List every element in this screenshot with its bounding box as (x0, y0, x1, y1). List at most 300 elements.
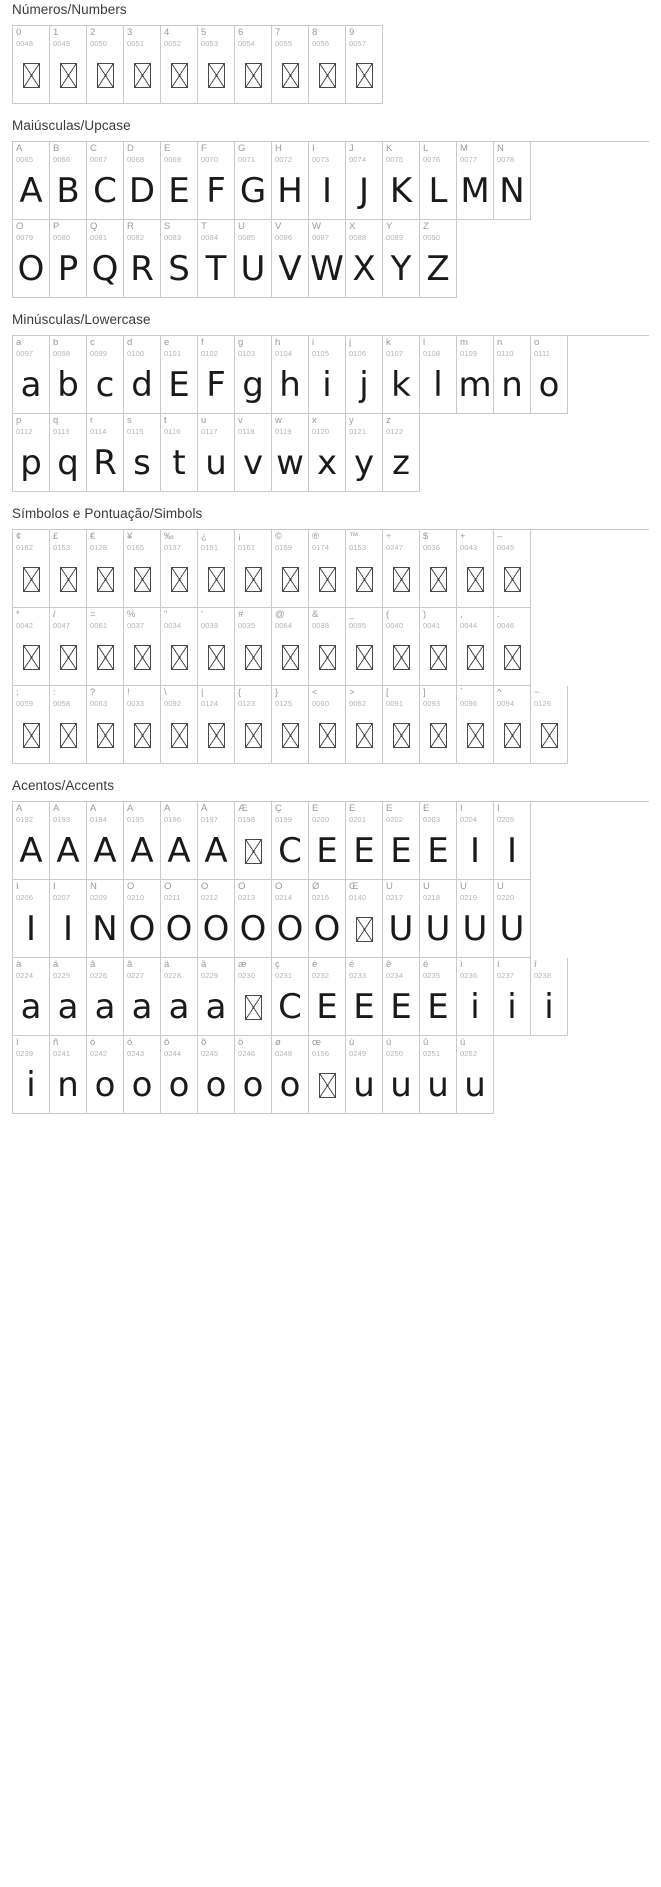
glyph-preview: y (353, 443, 375, 483)
glyph-cell[interactable] (235, 336, 272, 414)
glyph-cell[interactable] (346, 336, 383, 414)
glyph-header (87, 1036, 123, 1061)
glyph-code-label: 0128 (90, 543, 108, 552)
glyph-cell[interactable] (494, 686, 531, 764)
glyph-code-label: 0251 (423, 1049, 441, 1058)
glyph-row (13, 220, 457, 298)
glyph-cell[interactable] (457, 686, 494, 764)
glyph-header (383, 958, 419, 983)
glyph-character-label: x (312, 416, 317, 426)
glyph-cell[interactable] (383, 802, 420, 880)
glyph-cell[interactable] (531, 336, 568, 414)
glyph-cell[interactable] (124, 880, 161, 958)
glyph-header (161, 958, 197, 983)
glyph-cell[interactable] (13, 142, 50, 220)
glyph-character-label: y (349, 416, 354, 426)
glyph-cell[interactable] (198, 802, 235, 880)
missing-glyph-icon (60, 645, 77, 670)
glyph-preview: h (279, 365, 301, 405)
missing-glyph-icon (97, 723, 114, 748)
glyph-character-label: è (312, 960, 318, 970)
glyph-cell[interactable] (87, 220, 124, 298)
glyph-cell[interactable] (198, 958, 235, 1036)
glyph-cell[interactable] (309, 414, 346, 492)
glyph-header (309, 880, 345, 905)
glyph-character-label: ; (16, 688, 19, 698)
glyph-cell[interactable] (124, 530, 161, 608)
glyph-header (309, 220, 345, 245)
missing-glyph-icon (319, 63, 336, 88)
glyph-row (13, 686, 531, 764)
glyph-cell[interactable] (383, 1036, 420, 1114)
glyph-character-label: c (90, 338, 95, 348)
glyph-header (198, 880, 234, 905)
missing-glyph-icon (430, 567, 447, 592)
glyph-code-label: 0197 (201, 815, 219, 824)
glyph-row (13, 26, 383, 104)
glyph-header (346, 220, 382, 245)
glyph-character-label: ® (312, 532, 319, 542)
glyph-character-label: $ (423, 532, 429, 542)
glyph-cell[interactable] (87, 336, 124, 414)
glyph-cell[interactable] (420, 802, 457, 880)
glyph-preview: Y (390, 249, 412, 289)
glyph-code-label: 0079 (16, 233, 34, 242)
glyph-cell[interactable] (420, 686, 457, 764)
glyph-cell[interactable] (161, 220, 198, 298)
glyph-cell[interactable] (346, 220, 383, 298)
glyph-cell[interactable] (420, 220, 457, 298)
glyph-cell[interactable] (309, 686, 346, 764)
glyph-code-label: 0216 (312, 893, 330, 902)
glyph-cell[interactable] (161, 608, 198, 686)
glyph-cell[interactable] (124, 608, 161, 686)
glyph-header (198, 608, 234, 633)
glyph-cell[interactable] (198, 530, 235, 608)
glyph-preview (235, 983, 271, 1035)
glyph-header (457, 608, 493, 633)
glyph-cell[interactable] (124, 220, 161, 298)
glyph-cell[interactable] (457, 530, 494, 608)
glyph-cell[interactable] (309, 336, 346, 414)
glyph-preview: A (167, 831, 191, 871)
glyph-character-label: Ñ (90, 882, 97, 892)
glyph-cell[interactable] (13, 880, 50, 958)
missing-glyph-icon (356, 567, 373, 592)
glyph-cell[interactable] (346, 608, 383, 686)
glyph-cell[interactable] (346, 880, 383, 958)
glyph-character-label: I (312, 144, 315, 154)
glyph-cell[interactable] (124, 958, 161, 1036)
glyph-character-label: H (275, 144, 282, 154)
glyph-cell[interactable] (420, 142, 457, 220)
glyph-character-label: ú (386, 1038, 392, 1048)
glyph-character-label: â (90, 960, 96, 970)
glyph-cell[interactable] (272, 220, 309, 298)
glyph-code-label: 0121 (349, 427, 367, 436)
glyph-cell[interactable] (383, 608, 420, 686)
glyph-cell[interactable] (235, 220, 272, 298)
glyph-header (420, 530, 456, 555)
glyph-header (50, 686, 86, 711)
glyph-cell[interactable] (457, 958, 494, 1036)
glyph-character-label: € (90, 532, 96, 542)
glyph-character-label: ™ (349, 532, 359, 542)
glyph-cell[interactable] (272, 686, 309, 764)
glyph-cell[interactable] (420, 1036, 457, 1114)
glyph-cell[interactable] (124, 414, 161, 492)
glyph-cell[interactable] (494, 336, 531, 414)
glyph-code-label: 0232 (312, 971, 330, 980)
missing-glyph-icon (134, 567, 151, 592)
glyph-cell[interactable] (235, 142, 272, 220)
glyph-cell[interactable] (198, 880, 235, 958)
missing-glyph-icon (319, 723, 336, 748)
glyph-cell[interactable] (161, 686, 198, 764)
glyph-code-label: 0102 (201, 349, 219, 358)
glyph-cell[interactable] (198, 336, 235, 414)
glyph-cell[interactable] (383, 336, 420, 414)
glyph-cell[interactable] (309, 142, 346, 220)
glyph-cell[interactable] (235, 880, 272, 958)
glyph-cell[interactable] (494, 958, 531, 1036)
glyph-cell[interactable] (124, 802, 161, 880)
glyph-cell[interactable] (161, 414, 198, 492)
glyph-cell[interactable] (494, 142, 531, 220)
glyph-header (272, 142, 308, 167)
glyph-cell[interactable] (531, 686, 568, 764)
glyph-cell[interactable] (50, 530, 87, 608)
glyph-cell[interactable] (50, 686, 87, 764)
glyph-cell[interactable] (13, 958, 50, 1036)
glyph-cell[interactable] (50, 26, 87, 104)
glyph-cell[interactable] (309, 608, 346, 686)
glyph-preview (494, 711, 530, 763)
glyph-cell[interactable] (272, 958, 309, 1036)
glyph-cell[interactable] (124, 336, 161, 414)
glyph-preview: E (427, 831, 449, 871)
glyph-cell[interactable] (124, 26, 161, 104)
glyph-cell[interactable] (50, 880, 87, 958)
glyph-cell[interactable] (272, 530, 309, 608)
glyph-header (124, 530, 160, 555)
glyph-cell[interactable] (87, 880, 124, 958)
glyph-header (235, 880, 271, 905)
glyph-cell[interactable] (420, 530, 457, 608)
glyph-cell[interactable] (161, 26, 198, 104)
glyph-cell[interactable] (50, 336, 87, 414)
glyph-cell[interactable] (346, 802, 383, 880)
glyph-cell[interactable] (50, 1036, 87, 1114)
glyph-cell[interactable] (87, 1036, 124, 1114)
missing-glyph-icon (393, 567, 410, 592)
glyph-cell[interactable] (346, 26, 383, 104)
glyph-cell[interactable] (383, 220, 420, 298)
glyph-code-label: 0246 (238, 1049, 256, 1058)
glyph-code-label: 0046 (497, 621, 515, 630)
glyph-cell[interactable] (235, 608, 272, 686)
glyph-character-label: | (201, 688, 204, 698)
glyph-cell[interactable] (50, 802, 87, 880)
glyph-cell[interactable] (198, 414, 235, 492)
glyph-preview: l (433, 365, 443, 405)
glyph-character-label: ë (423, 960, 429, 970)
glyph-code-label: 0084 (201, 233, 219, 242)
glyph-character-label: ÷ (386, 532, 392, 542)
glyph-cell[interactable] (383, 958, 420, 1036)
glyph-header (13, 26, 49, 51)
glyph-character-label: G (238, 144, 246, 154)
missing-glyph-icon (60, 723, 77, 748)
glyph-cell[interactable] (346, 414, 383, 492)
glyph-cell[interactable] (309, 880, 346, 958)
glyph-header (531, 336, 567, 361)
missing-glyph-icon (541, 723, 558, 748)
glyph-header (383, 336, 419, 361)
glyph-cell[interactable] (272, 414, 309, 492)
glyph-header (309, 142, 345, 167)
glyph-cell[interactable] (13, 220, 50, 298)
glyph-preview: E (168, 171, 190, 211)
glyph-cell[interactable] (87, 608, 124, 686)
glyph-character-label: ï (16, 1038, 19, 1048)
glyph-header (161, 686, 197, 711)
glyph-cell[interactable] (161, 336, 198, 414)
missing-glyph-icon (97, 567, 114, 592)
glyph-code-label: 0161 (238, 543, 256, 552)
glyph-cell[interactable] (13, 414, 50, 492)
glyph-character-label: L (423, 144, 429, 154)
glyph-cell[interactable] (383, 686, 420, 764)
glyph-cell[interactable] (272, 608, 309, 686)
glyph-code-label: 0236 (460, 971, 478, 980)
glyph-cell[interactable] (87, 414, 124, 492)
glyph-cell[interactable] (161, 958, 198, 1036)
glyph-cell[interactable] (198, 220, 235, 298)
glyph-cell[interactable] (198, 1036, 235, 1114)
glyph-cell[interactable] (346, 958, 383, 1036)
glyph-cell[interactable] (13, 26, 50, 104)
glyph-header (161, 608, 197, 633)
glyph-cell[interactable] (161, 142, 198, 220)
glyph-header (13, 686, 49, 711)
glyph-header (494, 880, 530, 905)
glyph-cell[interactable] (161, 530, 198, 608)
glyph-header (198, 220, 234, 245)
glyph-cell[interactable] (494, 608, 531, 686)
glyph-cell[interactable] (198, 686, 235, 764)
glyph-cell[interactable] (309, 958, 346, 1036)
glyph-cell[interactable] (272, 1036, 309, 1114)
glyph-code-label: 0035 (238, 621, 256, 630)
glyph-cell[interactable] (87, 142, 124, 220)
glyph-cell[interactable] (383, 142, 420, 220)
glyph-cell[interactable] (50, 958, 87, 1036)
glyph-cell[interactable] (272, 26, 309, 104)
glyph-cell[interactable] (161, 880, 198, 958)
glyph-cell[interactable] (13, 1036, 50, 1114)
glyph-character-label: O (16, 222, 24, 232)
missing-glyph-icon (504, 645, 521, 670)
glyph-cell[interactable] (124, 142, 161, 220)
glyph-code-label: 0174 (312, 543, 330, 552)
glyph-cell[interactable] (13, 336, 50, 414)
glyph-cell[interactable] (420, 608, 457, 686)
glyph-preview: K (389, 171, 413, 211)
glyph-code-label: 0241 (53, 1049, 71, 1058)
glyph-character-label: J (349, 144, 354, 154)
glyph-cell[interactable] (235, 26, 272, 104)
glyph-header (272, 336, 308, 361)
glyph-preview (457, 711, 493, 763)
glyph-character-label: Ã (127, 804, 134, 814)
glyph-preview (161, 633, 197, 685)
glyph-preview: z (392, 443, 410, 483)
glyph-cell[interactable] (457, 336, 494, 414)
glyph-preview: a (131, 987, 153, 1027)
glyph-code-label: 0038 (312, 621, 330, 630)
glyph-cell[interactable] (198, 608, 235, 686)
glyph-preview: N (499, 171, 525, 211)
glyph-code-label: 0199 (275, 815, 293, 824)
glyph-cell[interactable] (50, 608, 87, 686)
glyph-preview (309, 1061, 345, 1113)
glyph-cell[interactable] (309, 802, 346, 880)
glyph-header (531, 686, 567, 711)
glyph-cell[interactable] (457, 142, 494, 220)
glyph-cell[interactable] (235, 414, 272, 492)
glyph-row (13, 414, 420, 492)
glyph-cell[interactable] (457, 880, 494, 958)
glyph-cell[interactable] (272, 142, 309, 220)
glyph-cell[interactable] (457, 1036, 494, 1114)
glyph-cell[interactable] (383, 530, 420, 608)
glyph-code-label: 0207 (53, 893, 71, 902)
glyph-cell[interactable] (235, 530, 272, 608)
glyph-code-label: 0043 (460, 543, 478, 552)
glyph-cell[interactable] (346, 1036, 383, 1114)
glyph-code-label: 0059 (16, 699, 34, 708)
glyph-cell[interactable] (457, 608, 494, 686)
glyph-preview: w (276, 443, 304, 483)
glyph-cell[interactable] (309, 1036, 346, 1114)
glyph-cell[interactable] (494, 880, 531, 958)
glyph-code-label: 0077 (460, 155, 478, 164)
glyph-cell[interactable] (87, 26, 124, 104)
missing-glyph-icon (245, 645, 262, 670)
glyph-cell[interactable] (235, 686, 272, 764)
glyph-header (50, 608, 86, 633)
glyph-character-label: ó (127, 1038, 133, 1048)
glyph-character-label: ü (460, 1038, 466, 1048)
glyph-cell[interactable] (50, 142, 87, 220)
glyph-cell[interactable] (420, 880, 457, 958)
glyph-code-label: 0051 (127, 39, 145, 48)
glyph-preview: i (322, 365, 332, 405)
glyph-code-label: 0204 (460, 815, 478, 824)
missing-glyph-icon (171, 723, 188, 748)
glyph-cell[interactable] (198, 142, 235, 220)
glyph-cell[interactable] (420, 958, 457, 1036)
glyph-row (13, 880, 531, 958)
glyph-character-label: j (349, 338, 352, 348)
glyph-cell[interactable] (494, 530, 531, 608)
glyph-character-label: ~ (534, 688, 540, 698)
glyph-character-label: * (16, 610, 20, 620)
glyph-cell[interactable] (272, 336, 309, 414)
glyph-cell[interactable] (124, 1036, 161, 1114)
glyph-character-label: ã (127, 960, 133, 970)
glyph-cell[interactable] (272, 802, 309, 880)
glyph-preview: o (205, 1065, 227, 1105)
glyph-preview (383, 555, 419, 607)
glyph-header (124, 142, 160, 167)
glyph-cell[interactable] (309, 26, 346, 104)
glyph-header (235, 142, 271, 167)
glyph-cell[interactable] (87, 530, 124, 608)
glyph-cell[interactable] (420, 336, 457, 414)
glyph-cell[interactable] (13, 686, 50, 764)
glyph-cell[interactable] (346, 530, 383, 608)
glyph-code-label: 0235 (423, 971, 441, 980)
glyph-cell[interactable] (13, 530, 50, 608)
glyph-code-label: 0073 (312, 155, 330, 164)
glyph-header (161, 142, 197, 167)
glyph-cell[interactable] (87, 802, 124, 880)
glyph-preview (124, 51, 160, 103)
glyph-cell[interactable] (272, 880, 309, 958)
glyph-cell[interactable] (383, 414, 420, 492)
glyph-cell[interactable] (87, 958, 124, 1036)
missing-glyph-icon (393, 645, 410, 670)
glyph-cell[interactable] (235, 958, 272, 1036)
glyph-preview (50, 51, 86, 103)
glyph-code-label: 0224 (16, 971, 34, 980)
glyph-cell[interactable] (50, 414, 87, 492)
glyph-cell[interactable] (235, 802, 272, 880)
glyph-cell[interactable] (161, 1036, 198, 1114)
glyph-cell[interactable] (346, 142, 383, 220)
glyph-preview (13, 633, 49, 685)
glyph-preview (161, 555, 197, 607)
glyph-cell[interactable] (235, 1036, 272, 1114)
glyph-preview: R (130, 249, 154, 289)
glyph-cell[interactable] (87, 686, 124, 764)
glyph-cell[interactable] (198, 26, 235, 104)
glyph-cell[interactable] (457, 802, 494, 880)
glyph-header (87, 220, 123, 245)
glyph-preview: E (427, 987, 449, 1027)
glyph-cell[interactable] (346, 686, 383, 764)
glyph-cell[interactable] (309, 220, 346, 298)
glyph-cell[interactable] (531, 958, 568, 1036)
glyph-cell[interactable] (124, 686, 161, 764)
glyph-cell[interactable] (383, 880, 420, 958)
glyph-cell[interactable] (161, 802, 198, 880)
glyph-cell[interactable] (50, 220, 87, 298)
glyph-header (383, 414, 419, 439)
glyph-preview (346, 711, 382, 763)
missing-glyph-icon (356, 63, 373, 88)
glyph-cell[interactable] (494, 802, 531, 880)
glyph-code-label: 0111 (534, 349, 550, 358)
glyph-character-label: p (16, 416, 22, 426)
glyph-character-label: Ç (275, 804, 282, 814)
glyph-cell[interactable] (309, 530, 346, 608)
glyph-cell[interactable] (13, 608, 50, 686)
glyph-code-label: 0041 (423, 621, 441, 630)
glyph-cell[interactable] (13, 802, 50, 880)
